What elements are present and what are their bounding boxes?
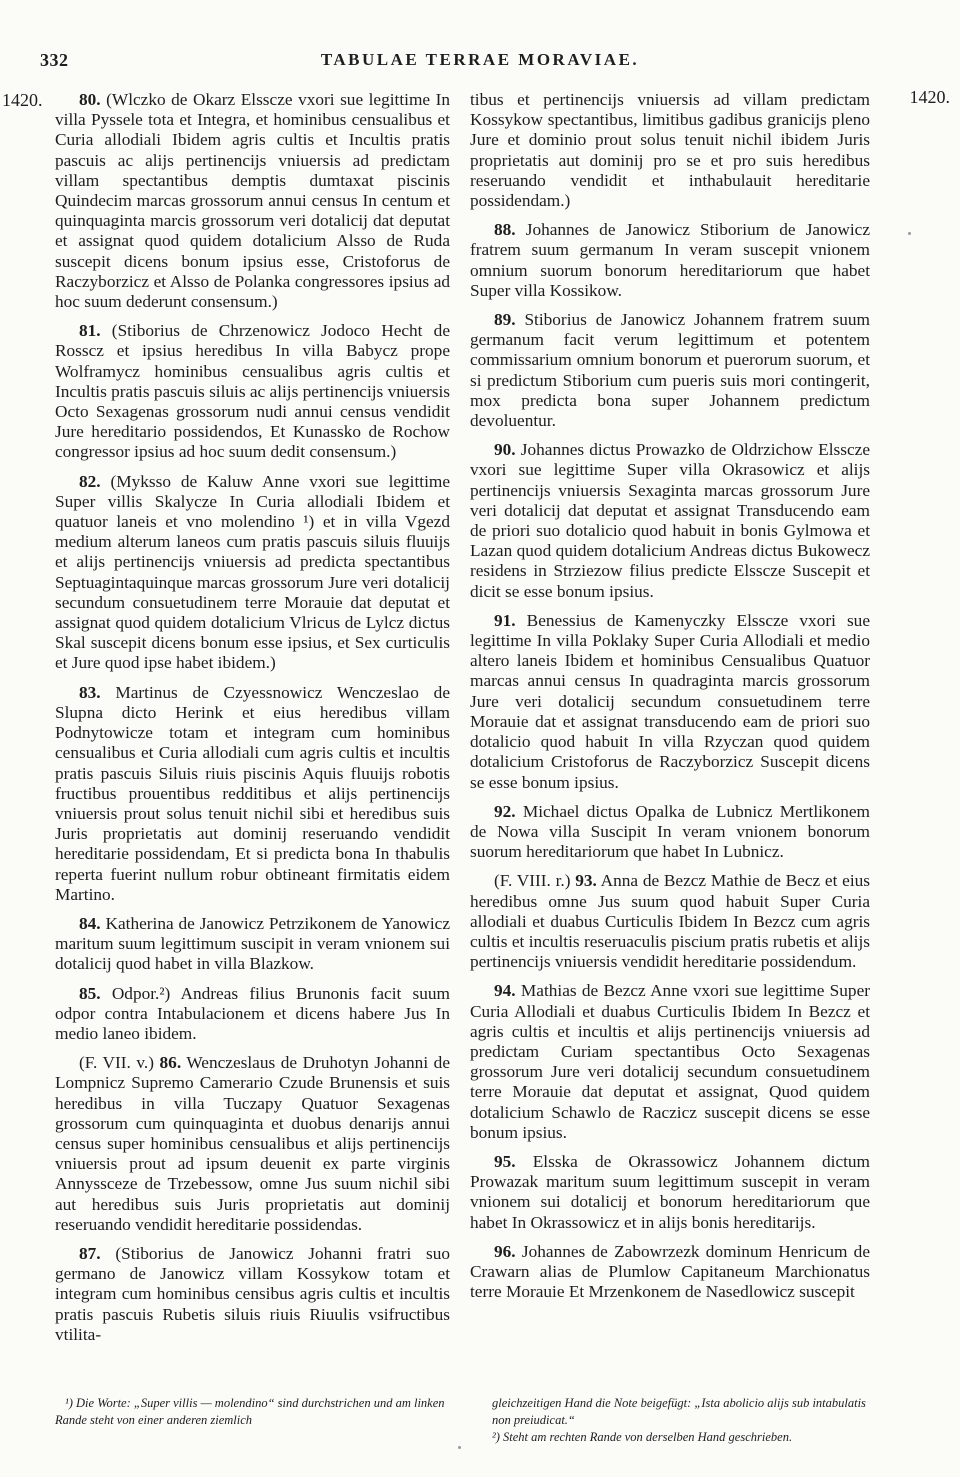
entry-number: 80. bbox=[79, 90, 101, 109]
entry-text: Wenczeslaus de Druhotyn Johanni de Lompnicz Supremo Camerario Czude Brunensis et suis heredibus in villa Tuczapy Quatuor Sexagenas grossorum cum quinquaginta et duobus denarijs annui census super hominibus censualibus et alijs pertinencijs vniuersis prout ad ipsum deuenit ex parte virginis Annyssceze de Trzebessow, omne Jus suum nichil sibi aut heredibus suis Juris proprietatis aut dominij reseruando vendidit hereditarie possidendas. bbox=[55, 1053, 450, 1234]
entry-text: Benessius de Kamenyczky Elsscze vxori sue legittime In villa Poklaky Super Curia Allodiali et medio altero laneis Ibidem et hominibus Censualibus Quatuor marcas annui census In quadraginta marcis grossorum Jure veri dotalicij secundum consuetudinem terre Morauie dat et assignat transducendo eam de priori suo dotalicio quod habuit In villa Rzyczan quod quidem dotalicium Cristoforus de Raczyborzicz Suscepit dicens se esse bonum ipsius. bbox=[470, 610, 870, 792]
footnote-1-continued: gleichzeitigen Hand die Note beigefügt: „Ista abolicio alijs sub intabulatis non preiudicat.“ bbox=[492, 1396, 866, 1427]
entry-number: 85. bbox=[79, 983, 101, 1003]
entry-number: 90. bbox=[494, 440, 516, 460]
entry-number: 82. bbox=[79, 471, 101, 491]
entry-87-continued bbox=[470, 90, 870, 211]
entry-text: (Stiborius de Janowicz Johanni fratri suo germano de Janowicz villam Kossykow totam et integram cum hominibus censibus agris cultis et incultis pratis pascuis Rubetis siluis riuis Riuulis vsifructibus vtilita- bbox=[55, 1243, 450, 1344]
right-text-column bbox=[470, 90, 870, 1311]
entry-85 bbox=[55, 984, 450, 1045]
entry-86 bbox=[55, 1053, 450, 1235]
paper-speck bbox=[458, 1446, 461, 1449]
folio-marker: (F. VII. v.) bbox=[79, 1053, 160, 1073]
entry-number: 92. bbox=[494, 801, 516, 821]
entry-text: Anna de Bezcz Mathie de Becz et eius heredibus omne Jus suum quod habuit Super Curia allodiali et duabus Curticulis Ibidem In Bezcz cum agris cultis et incultis reseruaculis piscium pratis rubetis et alijs pertinencijs vniuersis vendidit hereditarie possidendum. bbox=[470, 871, 870, 972]
entry-92 bbox=[470, 802, 870, 863]
entry-text: Johannes de Zabowrzezk dominum Henricum de Crawarn alias de Plumlow Capitaneum Marchionatus terre Morauie Et Mrzenkonem de Nasedlowicz suscepit bbox=[470, 1241, 870, 1302]
entry-number: 93. bbox=[575, 871, 597, 891]
entry-82 bbox=[55, 472, 450, 674]
entry-text: Odpor.²) Andreas filius Brunonis facit suum odpor contra Intabulacionem et dicens habere Jus In medio laneo ibidem. bbox=[55, 983, 450, 1043]
footnotes-right bbox=[492, 1395, 882, 1446]
entry-number: 87. bbox=[79, 1243, 101, 1263]
entry-number: 81. bbox=[79, 321, 101, 341]
entry-90 bbox=[470, 440, 870, 602]
entry-80 bbox=[55, 90, 450, 312]
folio-marker: (F. VIII. r.) bbox=[494, 871, 576, 891]
entry-number: 89. bbox=[494, 310, 516, 330]
entry-93 bbox=[470, 871, 870, 972]
page-number: 332 bbox=[40, 50, 69, 70]
entry-text: Katherina de Janowicz Petrzikonem de Yanowicz maritum suum legittimum suscipit in veram vnionem sui dotalicij quod habet in villa Blazkow. bbox=[55, 913, 450, 974]
footnote-1: ¹) Die Worte: „Super villis — molendino“ sind durchstrichen und am linken Rande steht von einer anderen ziemlich bbox=[55, 1396, 445, 1427]
entry-81 bbox=[55, 321, 450, 462]
entry-text: Michael dictus Opalka de Lubnicz Mertlikonem de Nowa villa Suscipit In veram vnionem bonorum suorum hereditariorum que habet In Lubnicz. bbox=[470, 801, 870, 862]
footnote-2: ²) Steht am rechten Rande von derselben Hand geschrieben. bbox=[492, 1430, 793, 1444]
entry-text: (Myksso de Kaluw Anne vxori sue legittime Super villis Skalycze In Curia allodiali Ibidem et quatuor laneis et vno molendino ¹) et in villa Vgezd medium alterum laneos cum pratis pascuis siluis fluuijs et alijs pertinencijs vniuersis ad predicta spectantibus Septuagintaquinque marcas grossorum Jure veri dotalicij secundum consuetudinem terre Morauie dat deputat et assignat quod quidem dotalicium Vlricus de Lylcz dictus Skal suscepit dicens bonum esse ipsius, et Sex curticulis et Jure quod ipse habet ibidem.) bbox=[55, 471, 450, 673]
entry-number: 86. bbox=[159, 1053, 182, 1073]
entry-text: (Stiborius de Chrzenowicz Jodoco Hecht de Rosscz et ipsius heredibus In villa Babycz prope Wolframycz hominibus censualibus agris cultis et Incultis pratis pascuis siluis ac alijs pertinencijs vniuersis Octo Sexagenas grossorum nudi annui census vendidit Jure hereditario possidendos, Et Kunassko de Rochow congressor ipsius ad hoc suum dedit consensum.) bbox=[55, 321, 450, 462]
entry-84 bbox=[55, 914, 450, 975]
entry-text: Martinus de Czyessnowicz Wenczeslao de Slupna dicto Herink et eius heredibus villam Podnytowicze totam et integram cum hominibus censualibus et Curia allodiali cum agris cultis et incultis pratis pascuis Siluis riuis piscinis Aquis fluuijs robotis fructibus prouentibus redditibus et alijs pertinencijs vniuersis prout solus tenuit nichil sibi et heredibus suis Juris proprietatis aut dominij reseruando vendidit hereditarie possidendam, Et si predicta bona In thabulis reperta fuerint nullum robur obtineant firmitatis eidem Martino. bbox=[55, 682, 450, 904]
year-marker-left: 1420. bbox=[2, 90, 43, 110]
entry-83 bbox=[55, 683, 450, 905]
entry-number: 91. bbox=[494, 610, 516, 630]
entry-text: (Wlczko de Okarz Elsscze vxori sue legittime In villa Pyssele tota et Integra, et hominibus censualibus et Curia allodiali Ibidem agris cultis et Incultis pratis pascuis ac alijs pertinencijs vniuersis ad predictam villam spectantibus demptis dumtaxat piscinis Quindecim marcas grossorum annui census In centum et quinquaginta marcis grossorum veri dotalicij dat deputat et assignat quod quidem dotalicium Alsso de Ruda suscepit dicens bonum ipsius esse, Cristoforus de Raczyborzicz et Alsso de Polanka congressores ipsius ad hoc suum dederunt consensum.) bbox=[55, 90, 450, 312]
entry-number: 88. bbox=[494, 220, 516, 240]
entry-number: 83. bbox=[79, 682, 101, 702]
entry-text: Elsska de Okrassowicz Johannem dictum Prowazak maritum suum legittimum suscepit in veram vnionem sui dotalicij et bonorum hereditariorum que habet In Okrassowicz et in alijs bonis hereditarijs. bbox=[470, 1151, 870, 1232]
left-text-column bbox=[55, 90, 450, 1354]
entry-text: Mathias de Bezcz Anne vxori sue legittime Super Curia Allodiali et duabus Curticulis Ibidem In Bezcz et agris cultis et incultis et alijs pertinencijs vniuersis ad predictam Curiam spectantibus Octo Sexagenas grossorum Jure veri dotalicij secundum consuetudinem terre Morauie dat deputat et assignat, Quod quidem dotalicium Schawlo de Raczicz suscepit dicens se esse bonum ipsius. bbox=[470, 981, 870, 1142]
entry-text: Johannes dictus Prowazko de Oldrzichow Elsscze vxori sue legittime Super villa Okrasowicz et alijs pertinencijs vniuersis Sexaginta marcas grossorum Jure veri dotalicij dat deputat et assignat Transducendo eam de priori suo dotalicio quod habuit in bonis Gylmowa et Lazan quod quidem dotalicium Andreas dictus Bukowecz residens in Strziezow filius predicte Elsscze Suscepit et dicit se esse bonum ipsius. bbox=[470, 440, 870, 601]
entry-text: tibus et pertinencijs vniuersis ad villam predictam Kossykow spectantibus, limitibus gadibus granicijs pleno Jure et dominio prout solus tenuit nichil ibidem Juris proprietatis aut dominij pro se et pro suis heredibus reseruando vendidit et inthabulauit hereditarie possidendam.) bbox=[470, 90, 870, 211]
entry-95 bbox=[470, 1152, 870, 1233]
entry-number: 94. bbox=[494, 981, 516, 1001]
entry-91 bbox=[470, 611, 870, 793]
entry-94 bbox=[470, 981, 870, 1143]
entry-number: 96. bbox=[494, 1241, 516, 1261]
entry-88 bbox=[470, 220, 870, 301]
entry-number: 84. bbox=[79, 913, 101, 933]
entry-87 bbox=[55, 1244, 450, 1345]
entry-96 bbox=[470, 1242, 870, 1303]
entry-number: 95. bbox=[494, 1151, 516, 1171]
entry-text: Johannes de Janowicz Stiborium de Janowicz fratrem suum germanum In veram suscepit vnionem omnium suorum bonorum hereditariorum que habet Super villa Kossikow. bbox=[470, 220, 870, 300]
footnotes-left bbox=[55, 1395, 450, 1429]
running-title: TABULAE TERRAE MORAVIAE. bbox=[320, 50, 640, 69]
year-marker-right: 1420. bbox=[909, 87, 950, 107]
entry-89 bbox=[470, 310, 870, 431]
entry-text: Stiborius de Janowicz Johannem fratrem suum germanum facit verum legittimum et potentem commissarium omnium bonorum et puerorum suorum, et si predictum Stiborium cum pueris suis mori contingerit, mox predicta bona super Johannem predictum devoluentur. bbox=[470, 310, 870, 431]
paper-speck bbox=[908, 232, 911, 235]
